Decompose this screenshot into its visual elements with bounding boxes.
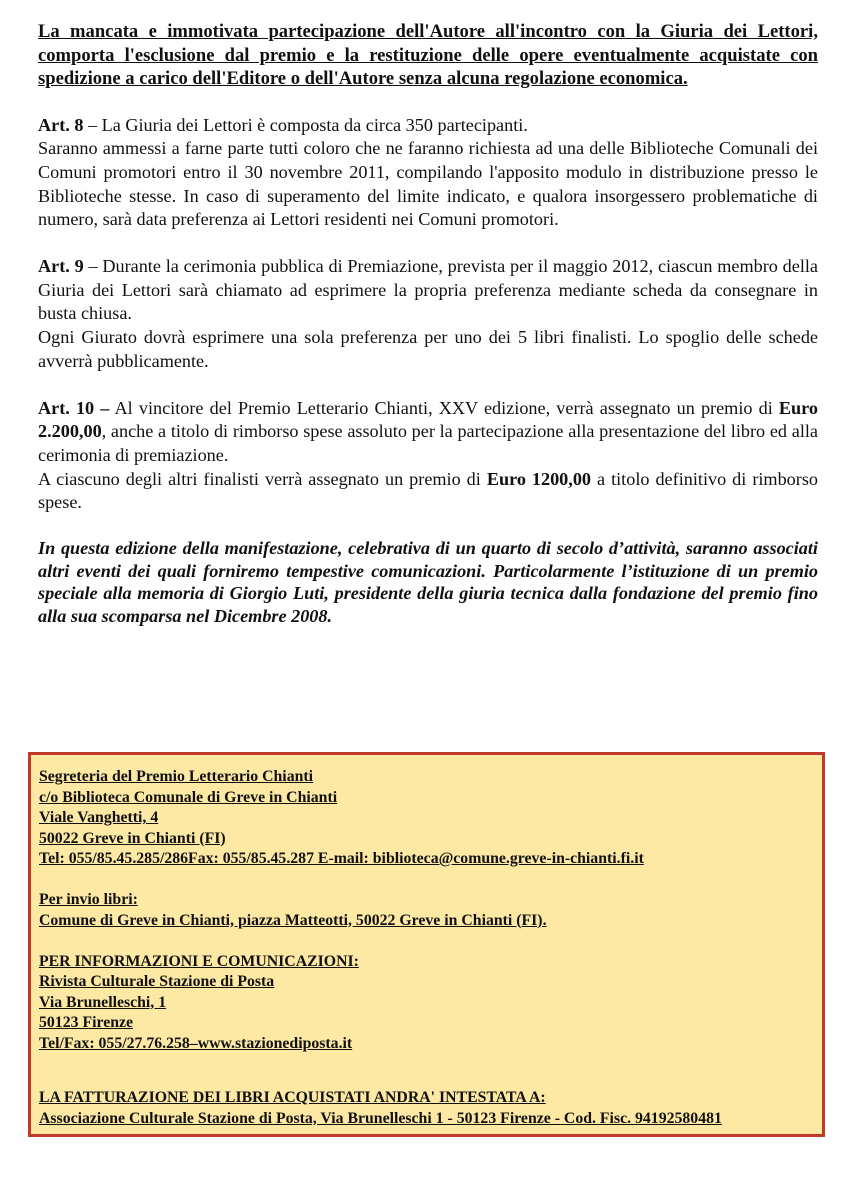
article-9-title: Art. 9: [38, 256, 84, 277]
article-8-text-2: Saranno ammessi a farne parte tutti coloro che ne faranno richiesta ad una delle Biblioteche Comunali dei Comuni promotori entro il 30 novembre 2011, compilando l'apposito modulo in distribuzione presso le Biblioteche stesse. In caso di superamento del limite indicato, e qualora insorgessero problematiche di numero, sarà data preferenza ai Lettori residenti nei Comuni promotori.: [38, 138, 818, 230]
spacer: [39, 870, 814, 891]
info-street: Via Brunelleschi, 1: [39, 993, 167, 1011]
secretariat-street: Viale Vanghetti, 4: [39, 809, 159, 826]
intro-paragraph: [38, 20, 818, 91]
contact-box: [28, 752, 825, 1137]
billing-heading: LA FATTURAZIONE DEI LIBRI ACQUISTATI ANDRA' INTESTATA A:: [39, 1089, 546, 1106]
intro-text: La mancata e immotivata partecipazione dell'Autore all'incontro con la Giuria dei Lettori, comporta l'esclusione dal premio e la restituzione delle opere eventualmente acquistate con spedizione a carico dell'Editore o dell'Autore senza alcuna regolazione economica: [38, 21, 818, 89]
article-10-amount-1: Euro 2.200,00: [38, 397, 819, 442]
article-10-text-2b: a titolo definitivo di rimborso spese.: [38, 468, 818, 513]
intro-end: .: [683, 68, 688, 89]
article-10: [38, 397, 818, 516]
article-8-title: Art. 8: [38, 114, 84, 135]
info-magazine: Rivista Culturale Stazione di Posta: [39, 973, 275, 990]
article-9-text-1: – Durante la cerimonia pubblica di Premiazione, prevista per il maggio 2012, ciascun membro della Giuria dei Lettori sarà chiamato ad esprimere la propria preferenza mediante scheda da consegnare in busta chiusa.: [38, 256, 818, 324]
secretariat-name: Segreteria del Premio Letterario Chianti: [39, 768, 314, 785]
secretariat-city: 50022 Greve in Chianti (FI): [39, 829, 226, 847]
secretariat-library: c/o Biblioteca Comunale di Greve in Chianti: [39, 788, 338, 806]
article-9-text-2: Ogni Giurato dovrà esprimere una sola preferenza per uno dei 5 libri finalisti. Lo spoglio delle schede avverrà pubblicamente.: [38, 327, 818, 371]
article-10-amount-2: Euro 1200,00: [486, 468, 592, 489]
article-8-text-1: – La Giuria dei Lettori è composta da circa 350 partecipanti.: [83, 114, 528, 135]
article-10-text-1b: , anche a titolo di rimborso spese assoluto per la partecipazione alla presentazione del libro ed alla cerimonia di premiazione.: [38, 421, 818, 465]
article-10-title: Art. 10 –: [38, 397, 110, 418]
books-address: Comune di Greve in Chianti, piazza Matteotti, 50022 Greve in Chianti (FI).: [39, 911, 547, 929]
billing-address: Associazione Culturale Stazione di Posta, Via Brunelleschi 1 - 50123 Firenze - Cod. Fisc. 94192580481: [39, 1109, 722, 1127]
info-city: 50123 Firenze: [39, 1014, 134, 1031]
article-8: [38, 114, 818, 233]
document-page: [38, 20, 818, 628]
secretariat-phone-email: Tel: 055/85.45.285/286Fax: 055/85.45.287 E-mail: biblioteca@comune.greve-in-chianti.fi.it: [39, 850, 644, 867]
article-10-text-1a: Al vincitore del Premio Letterario Chianti, XXV edizione, verrà assegnato un premio di: [109, 397, 779, 418]
closing-paragraph: In questa edizione della manifestazione, celebrativa di un quarto di secolo d’attività, saranno associati altri eventi dei quali forniremo tempestive comunicazioni. Particolarmente l’istituzione di un premio speciale alla memoria di Giorgio Luti, presidente della giuria tecnica dalla fondazione del premio fino alla sua scomparsa nel Dicembre 2008.: [38, 538, 818, 627]
article-10-text-2a: A ciascuno degli altri finalisti verrà assegnato un premio di: [38, 468, 487, 489]
spacer: [39, 1054, 814, 1088]
spacer: [39, 931, 814, 952]
books-heading: Per invio libri:: [39, 891, 138, 908]
info-phone-web: Tel/Fax: 055/27.76.258–www.stazionediposta.it: [39, 1034, 353, 1052]
info-heading: PER INFORMAZIONI E COMUNICAZIONI:: [39, 952, 359, 970]
article-9: [38, 255, 818, 374]
